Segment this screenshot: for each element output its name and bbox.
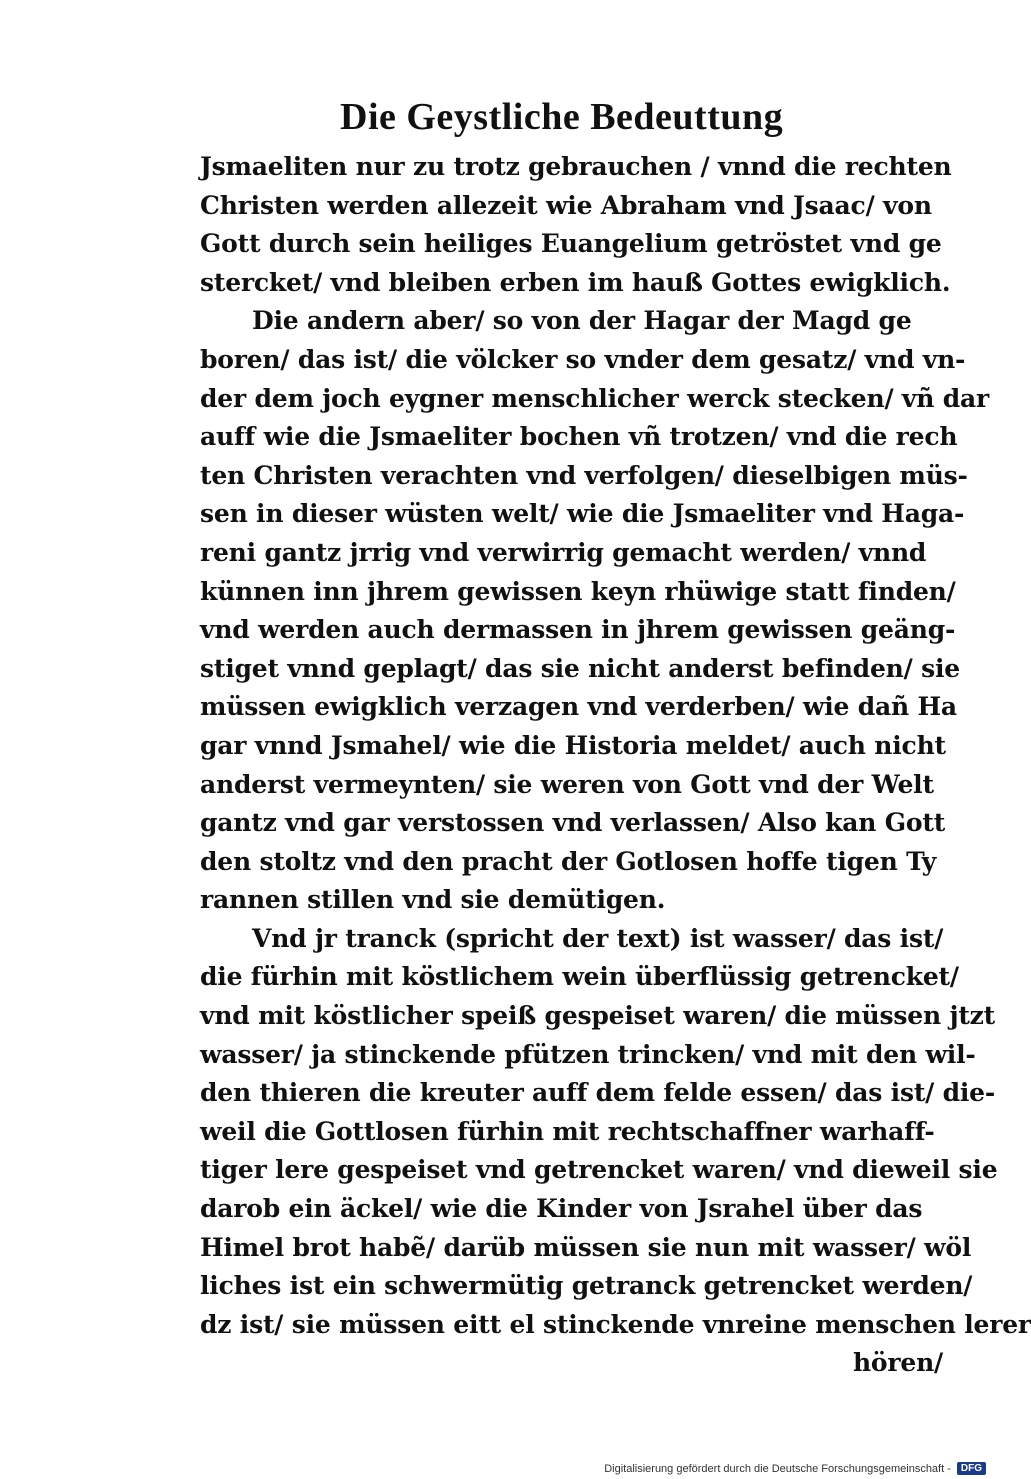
catchword: hören/ <box>852 1348 943 1378</box>
text-line: darob ein äckel/ wie die Kinder von Jsrahel über das <box>200 1194 923 1224</box>
text-line: auff wie die Jsmaeliter bochen vñ trotzen/ vnd die rech <box>200 422 958 452</box>
paragraph-start-line: Die andern aber/ so von der Hagar der Magd ge <box>252 306 912 336</box>
text-line: stercket/ vnd bleiben erben im hauß Gottes ewigklich. <box>200 267 951 297</box>
text-line: müssen ewigklich verzagen vnd verderben/ wie dañ Ha <box>200 692 957 722</box>
footer-credit: Digitalisierung gefördert durch die Deutsche Forschungsgemeinschaft - <box>604 1462 951 1475</box>
running-head: Die Geystliche Bedeuttung <box>340 96 784 138</box>
text-line: weil die Gottlosen fürhin mit rechtschaffner warhaff- <box>200 1116 935 1146</box>
text-line: Christen werden allezeit wie Abraham vnd Jsaac/ von <box>200 190 932 220</box>
text-line: künnen inn jhrem gewissen keyn rhüwige statt finden/ <box>200 576 956 606</box>
text-line: dz ist/ sie müssen eitt el stinckende vnreine menschen lerer <box>200 1309 1031 1339</box>
text-line: die fürhin mit köstlichem wein überflüssig getrencket/ <box>200 962 959 992</box>
text-line: den stoltz vnd den pracht der Gotlosen hoffe tigen Ty <box>200 846 937 876</box>
text-line: reni gantz jrrig vnd verwirrig gemacht werden/ vnnd <box>200 537 927 567</box>
digitization-footer <box>604 1462 986 1475</box>
text-line: stiget vnnd geplagt/ das sie nicht anderst befinden/ sie <box>200 653 960 683</box>
text-line: Gott durch sein heiliges Euangelium getröstet vnd ge <box>200 229 942 259</box>
body-text <box>200 148 1031 1383</box>
text-line: sen in dieser wüsten welt/ wie die Jsmaeliter vnd Haga- <box>200 499 965 529</box>
text-line: tiger lere gespeiset vnd getrencket waren/ vnd dieweil sie <box>200 1155 998 1185</box>
paragraph-start-line: Vnd jr tranck (spricht der text) ist wasser/ das ist/ <box>252 923 944 953</box>
text-line: Jsmaeliten nur zu trotz gebrauchen / vnnd die rechten <box>200 152 952 181</box>
text-line: der dem joch eygner menschlicher werck stecken/ vñ dar <box>200 383 989 413</box>
text-line: anderst vermeynten/ sie weren von Gott vnd der Welt <box>200 769 934 799</box>
text-line: Himel brot habẽ/ darüb müssen sie nun mit wasser/ wöl <box>200 1232 972 1262</box>
text-line: vnd mit köstlicher speiß gespeiset waren/ die müssen jtzt <box>200 1001 996 1031</box>
text-line: liches ist ein schwermütig getranck getrencket werden/ <box>200 1271 973 1301</box>
text-line: gar vnnd Jsmahel/ wie die Historia meldet/ auch nicht <box>200 730 946 760</box>
text-line: vnd werden auch dermassen in jhrem gewissen geäng- <box>200 615 956 645</box>
text-line: ten Christen verachten vnd verfolgen/ dieselbigen müs- <box>200 460 968 490</box>
text-line: rannen stillen vnd sie demütigen. <box>200 885 666 915</box>
text-line: boren/ das ist/ die völcker so vnder dem gesatz/ vnd vn- <box>200 344 966 374</box>
text-line: gantz vnd gar verstossen vnd verlassen/ Also kan Gott <box>200 808 946 838</box>
text-line: wasser/ ja stinckende pfützen trincken/ vnd mit den wil- <box>200 1039 976 1069</box>
dfg-logo: DFG <box>957 1462 986 1475</box>
text-line: den thieren die kreuter auff dem felde essen/ das ist/ die- <box>200 1078 996 1108</box>
